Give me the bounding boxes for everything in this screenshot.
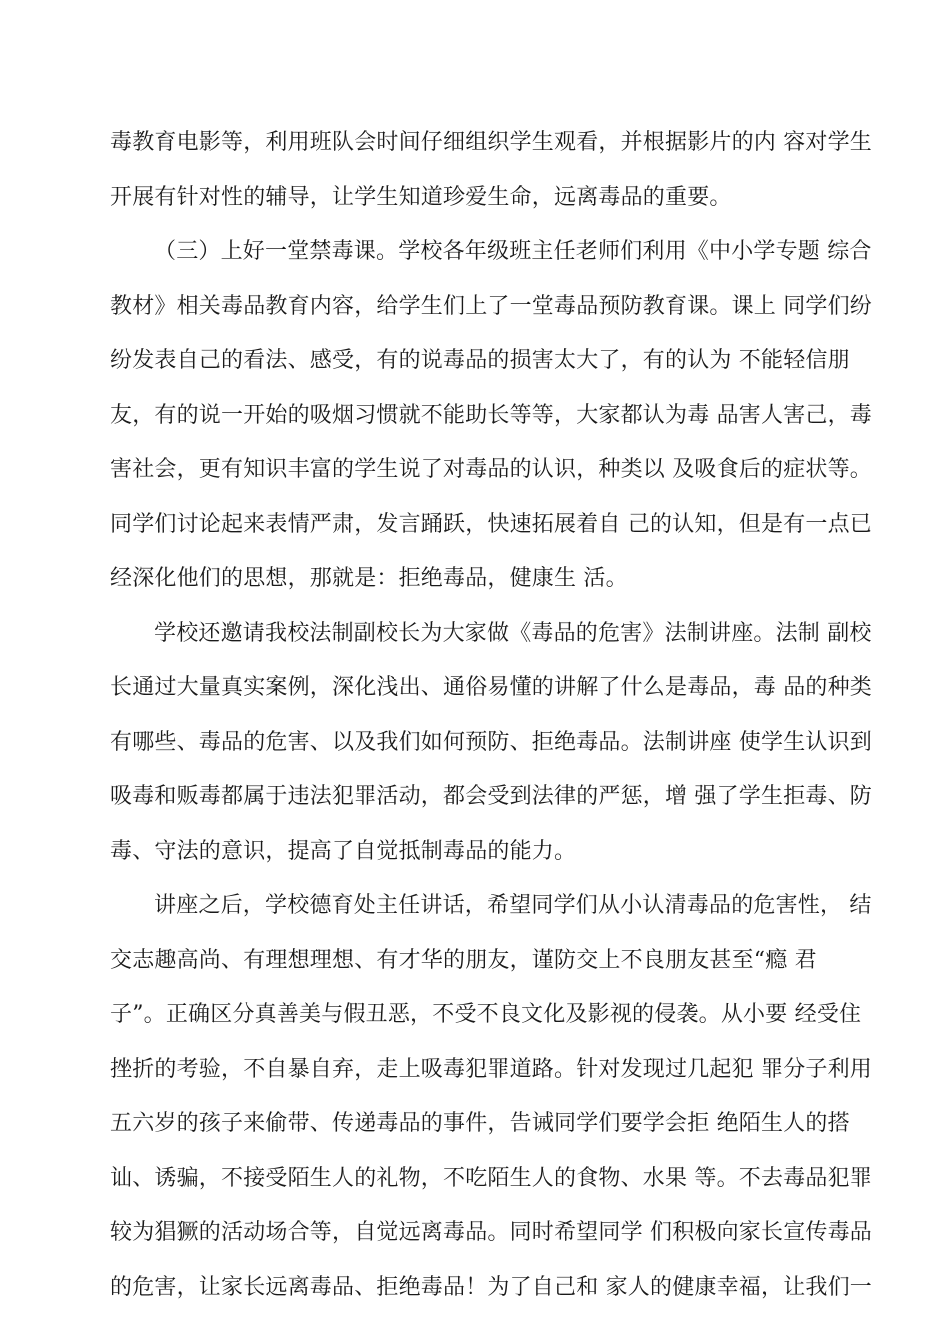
text-line: 同学们讨论起来表情严肃，发言踊跃，快速拓展着自 己的认知，但是有一点已 [110, 511, 872, 537]
text-line: （三）上好一堂禁毒课。学校各年级班主任老师们利用《中小学专题 综合 [154, 239, 872, 264]
paragraph-2 [110, 225, 872, 607]
text-line: 长通过大量真实案例，深化浅出、通俗易懂的讲解了什么是毒品，毒 品的种类 [110, 675, 872, 700]
text-line: 教材》相关毒品教育内容，给学生们上了一堂毒品预防教育课。课上 同学们纷 [110, 293, 872, 319]
text-line: 毒教育电影等，利用班队会时间仔细组织学生观看，并根据影片的内 容对学生 [110, 130, 872, 155]
text-line: 经深化他们的思想，那就是：拒绝毒品，健康生 活。 [110, 566, 628, 591]
text-line: 讲座之后，学校德育处主任讲话，希望同学们从小认清毒品的危害性， 结 [154, 893, 872, 918]
text-line: 毒、守法的意识，提高了自觉抵制毒品的能力。 [110, 838, 577, 864]
text-line: 友，有的说一开始的吸烟习惯就不能助长等等，大家都认为毒 品害人害己，毒 [110, 402, 872, 428]
paragraph-1 [110, 116, 872, 225]
text-line: 吸毒和贩毒都属于违法犯罪活动，都会受到法律的严惩，增 强了学生拒毒、防 [110, 784, 872, 809]
paragraph-4 [110, 879, 872, 1315]
text-line: 开展有针对性的辅导，让学生知道珍爱生命，远离毒品的重要。 [110, 184, 732, 210]
text-line: 害社会，更有知识丰富的学生说了对毒品的认识，种类以 及吸食后的症状等。 [110, 457, 872, 482]
text-line: 有哪些、毒品的危害、以及我们如何预防、拒绝毒品。法制讲座 使学生认识到 [110, 729, 872, 755]
text-line: 交志趣高尚、有理想理想、有才华的朋友，谨防交上不良朋友甚至“瘾 君 [110, 947, 817, 973]
text-line: 纷发表自己的看法、感受，有的说毒品的损害太大了，有的认为 不能轻信朋 [110, 348, 850, 373]
text-line: 五六岁的孩子来偷带、传递毒品的事件，告诫同学们要学会拒 绝陌生人的搭 [110, 1111, 850, 1136]
text-line: 较为猖獗的活动场合等，自觉远离毒品。同时希望同学 们积极向家长宣传毒品 [110, 1220, 872, 1245]
text-line: 讪、诱骗，不接受陌生人的礼物，不吃陌生人的食物、水果 等。不去毒品犯罪 [110, 1165, 872, 1191]
text-line: 子”。正确区分真善美与假丑恶，不受不良文化及影视的侵袭。从小要 经受住 [110, 1002, 862, 1027]
text-line: 挫折的考验，不自暴自弃，走上吸毒犯罪道路。针对发现过几起犯 罪分子利用 [110, 1056, 872, 1082]
text-line: 学校还邀请我校法制副校长为大家做《毒品的危害》法制讲座。法制 副校 [154, 620, 872, 646]
text-line: 的危害，让家长远离毒品、拒绝毒品！为了自己和 家人的健康幸福，让我们一 [110, 1274, 872, 1300]
document-body [110, 116, 872, 1315]
paragraph-3 [110, 607, 872, 880]
